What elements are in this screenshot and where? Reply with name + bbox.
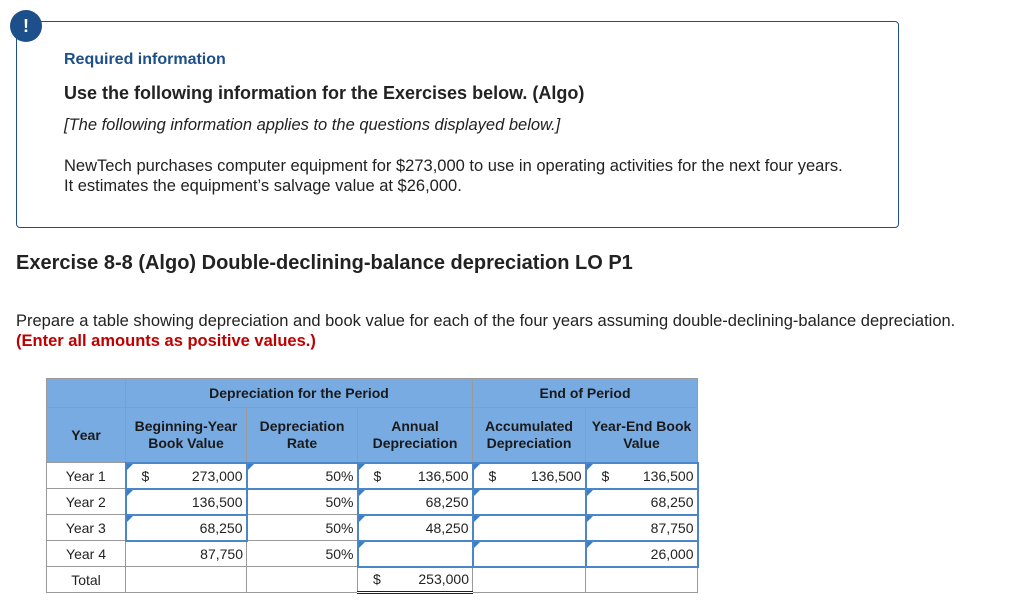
beginning-book-value-cell bbox=[126, 567, 247, 593]
cell-content bbox=[590, 468, 694, 484]
instructions bbox=[16, 311, 976, 351]
applies-note: [The following information applies to the questions displayed below.] bbox=[64, 116, 561, 134]
alert-icon: ! bbox=[10, 10, 42, 42]
accumulated-depreciation-cell[interactable] bbox=[473, 489, 586, 515]
dollar-sign: $ bbox=[373, 467, 382, 484]
beginning-book-value-cell bbox=[126, 541, 247, 567]
depreciation-rate-cell bbox=[247, 515, 358, 541]
depreciation-table bbox=[46, 378, 699, 594]
row-label: Year 1 bbox=[47, 463, 126, 489]
annual-depreciation-cell[interactable] bbox=[358, 541, 473, 567]
cell-content bbox=[129, 546, 243, 562]
depreciation-rate-value: 50% bbox=[325, 519, 354, 536]
depreciation-rate-cell bbox=[247, 541, 358, 567]
cell-content bbox=[590, 494, 694, 510]
annual-depreciation-cell[interactable] bbox=[358, 463, 473, 489]
dollar-sign: $ bbox=[601, 467, 610, 484]
table-row bbox=[47, 489, 698, 515]
accumulated-depreciation-cell[interactable] bbox=[473, 515, 586, 541]
year-end-book-value-value: 136,500 bbox=[642, 467, 694, 484]
beginning-book-value-cell[interactable] bbox=[126, 463, 247, 489]
header-year-end-book-value: Year-End Book Value bbox=[586, 408, 698, 463]
instructions-text: Prepare a table showing depreciation and book value for each of the four years assuming double-declining-balance depreciation. bbox=[16, 312, 956, 330]
accumulated-depreciation-cell bbox=[473, 567, 586, 593]
header-depreciation-rate: Depreciation Rate bbox=[247, 408, 358, 463]
table-row bbox=[47, 463, 698, 489]
table-row bbox=[47, 515, 698, 541]
year-end-book-value-cell[interactable] bbox=[586, 489, 698, 515]
header-beginning-book-value: Beginning-Year Book Value bbox=[126, 408, 247, 463]
accumulated-depreciation-value: 136,500 bbox=[530, 467, 582, 484]
header-annual-depreciation: Annual Depreciation bbox=[358, 408, 473, 463]
annual-depreciation-cell[interactable] bbox=[358, 515, 473, 541]
dollar-sign: $ bbox=[373, 571, 381, 588]
cell-content bbox=[130, 520, 243, 536]
cell-content bbox=[251, 520, 354, 536]
cell-content bbox=[362, 494, 469, 510]
depreciation-rate-value: 50% bbox=[325, 467, 354, 484]
annual-depreciation-value: 253,000 bbox=[418, 571, 469, 588]
row-label: Year 3 bbox=[47, 515, 126, 541]
depreciation-rate-cell bbox=[247, 567, 358, 593]
row-label: Year 2 bbox=[47, 489, 126, 515]
header-blank bbox=[47, 379, 126, 408]
annual-depreciation-cell[interactable] bbox=[358, 489, 473, 515]
table-row bbox=[47, 567, 698, 593]
cell-content bbox=[250, 546, 354, 562]
beginning-book-value-value: 273,000 bbox=[191, 467, 243, 484]
cell-content bbox=[130, 468, 243, 484]
beginning-book-value-cell[interactable] bbox=[126, 489, 247, 515]
exercise-title: Exercise 8-8 (Algo) Double-declining-balance depreciation LO P1 bbox=[16, 252, 633, 274]
year-end-book-value-cell[interactable] bbox=[586, 541, 698, 567]
annual-depreciation-value: 136,500 bbox=[417, 467, 469, 484]
header-end-of-period: End of Period bbox=[473, 379, 698, 408]
depreciation-rate-value: 50% bbox=[325, 493, 354, 510]
cell-content bbox=[251, 468, 354, 484]
beginning-book-value-value: 68,250 bbox=[199, 519, 243, 536]
info-title: Use the following information for the Exercises below. (Algo) bbox=[64, 83, 585, 103]
annual-depreciation-value: 48,250 bbox=[425, 519, 469, 536]
header-year: Year bbox=[47, 408, 126, 463]
depreciation-rate-cell bbox=[247, 489, 358, 515]
depreciation-rate-cell[interactable] bbox=[247, 463, 358, 489]
accumulated-depreciation-cell[interactable] bbox=[473, 541, 586, 567]
cell-content bbox=[130, 494, 243, 510]
beginning-book-value-value: 87,750 bbox=[200, 545, 243, 562]
accumulated-depreciation-cell[interactable] bbox=[473, 463, 586, 489]
scenario-text: NewTech purchases computer equipment for $273,000 to use in operating activities for the next four years. It estimates the equipment’s salvage value at $26,000. bbox=[64, 157, 843, 195]
header-depreciation-period: Depreciation for the Period bbox=[126, 379, 473, 408]
annual-depreciation-value: 68,250 bbox=[425, 493, 469, 510]
cell-content bbox=[590, 546, 694, 562]
cell-content bbox=[590, 520, 694, 536]
cell-content bbox=[477, 468, 582, 484]
instructions-emphasis: (Enter all amounts as positive values.) bbox=[16, 332, 316, 350]
annual-depreciation-cell bbox=[358, 567, 473, 593]
year-end-book-value-value: 26,000 bbox=[650, 545, 694, 562]
year-end-book-value-value: 68,250 bbox=[650, 493, 694, 510]
dollar-sign: $ bbox=[141, 467, 150, 484]
header-accumulated-depreciation: Accumulated Depreciation bbox=[473, 408, 586, 463]
cell-content bbox=[362, 520, 469, 536]
year-end-book-value-cell[interactable] bbox=[586, 515, 698, 541]
required-info-heading: Required information bbox=[64, 51, 226, 68]
row-label: Total bbox=[47, 567, 126, 593]
cell-content bbox=[362, 468, 469, 484]
row-label: Year 4 bbox=[47, 541, 126, 567]
table-row bbox=[47, 541, 698, 567]
beginning-book-value-value: 136,500 bbox=[191, 493, 243, 510]
cell-content bbox=[361, 571, 469, 587]
year-end-book-value-cell[interactable] bbox=[586, 463, 698, 489]
year-end-book-value-cell bbox=[586, 567, 698, 593]
year-end-book-value-value: 87,750 bbox=[650, 519, 694, 536]
beginning-book-value-cell[interactable] bbox=[126, 515, 247, 541]
cell-content bbox=[251, 494, 354, 510]
dollar-sign: $ bbox=[488, 467, 497, 484]
depreciation-rate-value: 50% bbox=[325, 545, 354, 562]
